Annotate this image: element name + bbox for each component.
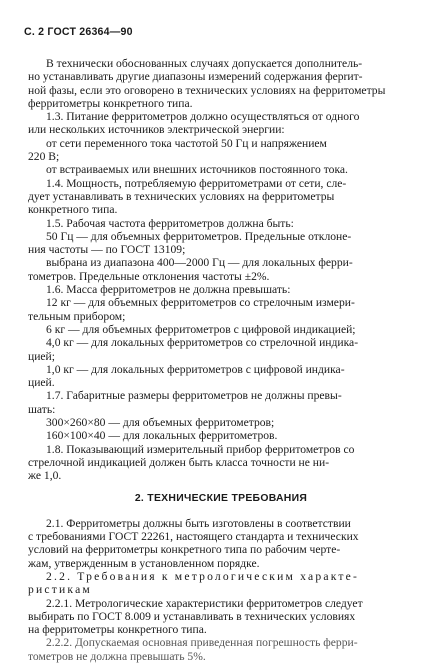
text-line: 2.2. Требования к метрологическим характе- — [46, 569, 360, 583]
text-line: В технически обоснованных случаях допускается дополнитель- — [46, 57, 363, 70]
text-line: тельным прибором; — [28, 309, 126, 323]
text-line: выбирать по ГОСТ 8.009 и устанавливать в технических условиях — [28, 609, 356, 623]
text-line: 160×100×40 — для локальных ферритометров. — [46, 429, 278, 443]
text-line: же 1,0. — [28, 469, 62, 483]
text-line: 2.2.1. Метрологические характеристики ферритометров следует — [46, 596, 363, 610]
text-line: стрелочной индикацией должен быть класса точности не ни- — [28, 455, 330, 469]
text-line: 220 В; — [28, 150, 60, 164]
text-line: цией; — [28, 349, 55, 363]
section-2-text — [28, 517, 414, 663]
section-1-text — [28, 57, 414, 483]
text-line: 6 кг — для объемных ферритометров с цифровой индикацией; — [46, 322, 356, 336]
text-line: ной фазы, если это оговорено в технических условиях на ферритометры — [28, 83, 386, 97]
text-line: 2.2.2. Допускаемая основная приведенная погрешность ферри- — [46, 636, 358, 650]
text-line: тометров не должна превышать 5%. — [28, 649, 206, 663]
text-line: ния частоты — по ГОСТ 13109; — [28, 243, 186, 257]
text-line: 1.4. Мощность, потребляемую ферритометрами от сети, сле- — [46, 176, 347, 190]
text-line: 12 кг — для объемных ферритометров со стрелочным измери- — [46, 296, 355, 310]
text-line: на ферритометры конкретного типа. — [28, 623, 207, 637]
text-line: или нескольких источников электрической энергии: — [28, 123, 285, 137]
text-line: тометров. Предельные отклонения частоты ±2%. — [28, 269, 270, 283]
text-line: 1,0 кг — для локальных ферритометров с цифровой индика- — [46, 362, 345, 376]
text-line: жам, утвержденным в установленном порядке. — [28, 556, 260, 570]
text-line: ристикам — [28, 583, 92, 597]
text-line: 4,0 кг — для локальных ферритометров со стрелочной индика- — [46, 336, 359, 350]
text-line: шать: — [28, 402, 56, 416]
text-line: выбрана из диапазона 400—2000 Гц — для локальных ферри- — [46, 256, 353, 270]
text-line: дует устанавливать в технических условиях на ферритометры — [28, 189, 335, 203]
text-line: условий на ферритометры конкретного типа по рабочим черте- — [28, 543, 341, 557]
page-header: С. 2 ГОСТ 26364—90 — [24, 26, 133, 38]
text-line: 50 Гц — для объемных ферритометров. Предельные отклоне- — [46, 229, 352, 243]
text-line: конкретного типа. — [28, 203, 118, 217]
text-line: но устанавливать другие диапазоны измерений содержания ферrит- — [28, 70, 363, 84]
text-line: 1.6. Масса ферритометров не должна превышать: — [46, 283, 291, 297]
text-line: 2.1. Ферритометры должны быть изготовлены в соответствии — [46, 516, 351, 530]
body-text — [28, 57, 414, 663]
text-line: 1.5. Рабочая частота ферритометров должна быть: — [46, 216, 294, 230]
text-line: от встраиваемых или внешних источников постоянного тока. — [46, 163, 348, 177]
section-title: 2. ТЕХНИЧЕСКИЕ ТРЕБОВАНИЯ — [134, 492, 308, 504]
text-line: 1.3. Питание ферритометров должно осуществляться от одного — [46, 110, 360, 124]
text-line: 300×260×80 — для объемных ферритометров; — [46, 416, 275, 430]
text-line: 1.7. Габаритные размеры ферритометров не должны превы- — [46, 389, 342, 403]
text-line: 1.8. Показывающий измерительный прибор ферритометров со — [46, 442, 355, 456]
text-line: ферритометры конкретного типа. — [28, 96, 193, 110]
text-line: цией. — [28, 376, 55, 390]
text-line: с требованиями ГОСТ 22261, настоящего стандарта и технических — [28, 530, 359, 544]
text-line: от сети переменного тока частотой 50 Гц и напряжением — [46, 136, 327, 150]
